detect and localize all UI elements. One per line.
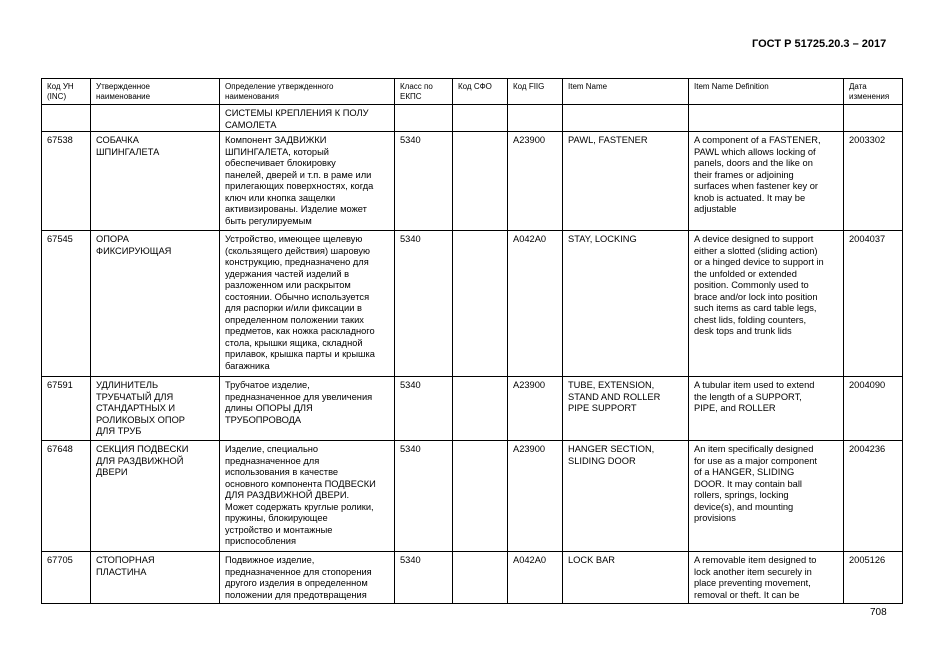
cell-col-change-date <box>844 105 903 132</box>
cell-col-definition: СИСТЕМЫ КРЕПЛЕНИЯ К ПОЛУ САМОЛЕТА <box>220 105 395 132</box>
table-row <box>42 552 903 604</box>
cell-col-change-date: 2003302 <box>844 132 903 231</box>
cell-col-sfo-code <box>453 552 508 604</box>
cell-col-approved-name: СОБАЧКА ШПИНГАЛЕТА <box>91 132 220 231</box>
cell-col-definition: Подвижное изделие, предназначенное для стопорения другого изделия в определенном положении для предотвращения <box>220 552 395 604</box>
cell-col-item-definition <box>689 105 844 132</box>
cell-col-inc: 67545 <box>42 231 91 377</box>
header-col-fiig-code: Код FIIG <box>508 79 563 105</box>
cell-col-definition: Трубчатое изделие, предназначенное для увеличения длины ОПОРЫ ДЛЯ ТРУБОПРОВОДА <box>220 377 395 441</box>
cell-col-definition: Компонент ЗАДВИЖКИ ШПИНГАЛЕТА, который обеспечивает блокировку панелей, дверей и т.п. в раме или прилегающих поверхностях, когда ключ или кнопка защелки активизированы. Изделие может быть регулируемым <box>220 132 395 231</box>
header-col-approved-name: Утвержденное наименование <box>91 79 220 105</box>
cell-col-item-name: LOCK BAR <box>563 552 689 604</box>
table-row <box>42 231 903 377</box>
cell-col-ekps-class: 5340 <box>395 231 453 377</box>
cell-col-item-name: TUBE, EXTENSION, STAND AND ROLLER PIPE SUPPORT <box>563 377 689 441</box>
cell-col-fiig-code: A23900 <box>508 441 563 552</box>
cell-col-approved-name: СТОПОРНАЯ ПЛАСТИНА <box>91 552 220 604</box>
cell-col-approved-name: УДЛИНИТЕЛЬ ТРУБЧАТЫЙ ДЛЯ СТАНДАРТНЫХ И РОЛИКОВЫХ ОПОР ДЛЯ ТРУБ <box>91 377 220 441</box>
header-col-ekps-class: Класс по ЕКПС <box>395 79 453 105</box>
catalog-table <box>41 78 903 604</box>
cell-col-item-name: HANGER SECTION, SLIDING DOOR <box>563 441 689 552</box>
cell-col-fiig-code: A23900 <box>508 377 563 441</box>
page-number: 708 <box>870 607 887 618</box>
cell-col-fiig-code: A23900 <box>508 132 563 231</box>
cell-col-item-definition: An item specifically designed for use as a major component of a HANGER, SLIDING DOOR. It may contain ball rollers, springs, locking device(s), and mounting provisions <box>689 441 844 552</box>
cell-col-item-definition: A removable item designed to lock another item securely in place preventing movement, removal or theft. It can be <box>689 552 844 604</box>
table-row <box>42 377 903 441</box>
cell-col-definition: Изделие, специально предназначенное для использования в качестве основного компонента ПОДВЕСКИ ДЛЯ РАЗДВИЖНОЙ ДВЕРИ. Может содержать круглые ролики, пружины, блокирующее устройство и монтажные приспособления <box>220 441 395 552</box>
cell-col-sfo-code <box>453 377 508 441</box>
document-header: ГОСТ Р 51725.20.3 – 2017 <box>752 38 887 50</box>
cell-col-change-date: 2004037 <box>844 231 903 377</box>
header-col-change-date: Дата изменения <box>844 79 903 105</box>
cell-col-item-definition: A component of a FASTENER, PAWL which allows locking of panels, doors and the like on their frames or adjoining surfaces when fastener key or knob is actuated. It may be adjustable <box>689 132 844 231</box>
cell-col-item-name: PAWL, FASTENER <box>563 132 689 231</box>
cell-col-inc: 67538 <box>42 132 91 231</box>
cell-col-item-name <box>563 105 689 132</box>
cell-col-item-definition: A tubular item used to extend the length of a SUPPORT, PIPE, and ROLLER <box>689 377 844 441</box>
table-row <box>42 132 903 231</box>
cell-col-approved-name: СЕКЦИЯ ПОДВЕСКИ ДЛЯ РАЗДВИЖНОЙ ДВЕРИ <box>91 441 220 552</box>
cell-col-ekps-class <box>395 105 453 132</box>
cell-col-approved-name <box>91 105 220 132</box>
cell-col-sfo-code <box>453 105 508 132</box>
cell-col-sfo-code <box>453 132 508 231</box>
cell-col-ekps-class: 5340 <box>395 552 453 604</box>
header-col-item-name: Item Name <box>563 79 689 105</box>
cell-col-change-date: 2005126 <box>844 552 903 604</box>
cell-col-sfo-code <box>453 441 508 552</box>
cell-col-ekps-class: 5340 <box>395 132 453 231</box>
cell-col-inc: 67648 <box>42 441 91 552</box>
cell-col-inc: 67705 <box>42 552 91 604</box>
cell-col-item-definition: A device designed to support either a slotted (sliding action) or a hinged device to support in the unfolded or extended position. Commonly used to brace and/or lock into position such items as card table legs, chest lids, folding counters, desk tops and trunk lids <box>689 231 844 377</box>
header-col-item-definition: Item Name Definition <box>689 79 844 105</box>
cell-col-inc <box>42 105 91 132</box>
cell-col-fiig-code: A042A0 <box>508 552 563 604</box>
cell-col-change-date: 2004090 <box>844 377 903 441</box>
cell-col-definition: Устройство, имеющее щелевую (скользящего действия) шаровую конструкцию, предназначено для удержания частей изделий в разложенном или раскрытом состоянии. Обычно используется для распорки и/или фиксации в определенном положении таких предметов, как ножка раскладного стола, крышки ящика, складной прилавок, крышка парты и крышка багажника <box>220 231 395 377</box>
cell-col-fiig-code: A042A0 <box>508 231 563 377</box>
cell-col-ekps-class: 5340 <box>395 377 453 441</box>
table-row <box>42 441 903 552</box>
table-header-row <box>42 79 903 105</box>
header-col-sfo-code: Код СФО <box>453 79 508 105</box>
header-col-inc: Код УН (INC) <box>42 79 91 105</box>
header-col-definition: Определение утвержденного наименования <box>220 79 395 105</box>
cell-col-fiig-code <box>508 105 563 132</box>
cell-col-inc: 67591 <box>42 377 91 441</box>
cell-col-ekps-class: 5340 <box>395 441 453 552</box>
cell-col-change-date: 2004236 <box>844 441 903 552</box>
table-body <box>42 105 903 604</box>
cell-col-approved-name: ОПОРА ФИКСИРУЮЩАЯ <box>91 231 220 377</box>
cell-col-item-name: STAY, LOCKING <box>563 231 689 377</box>
cell-col-sfo-code <box>453 231 508 377</box>
table-row <box>42 105 903 132</box>
